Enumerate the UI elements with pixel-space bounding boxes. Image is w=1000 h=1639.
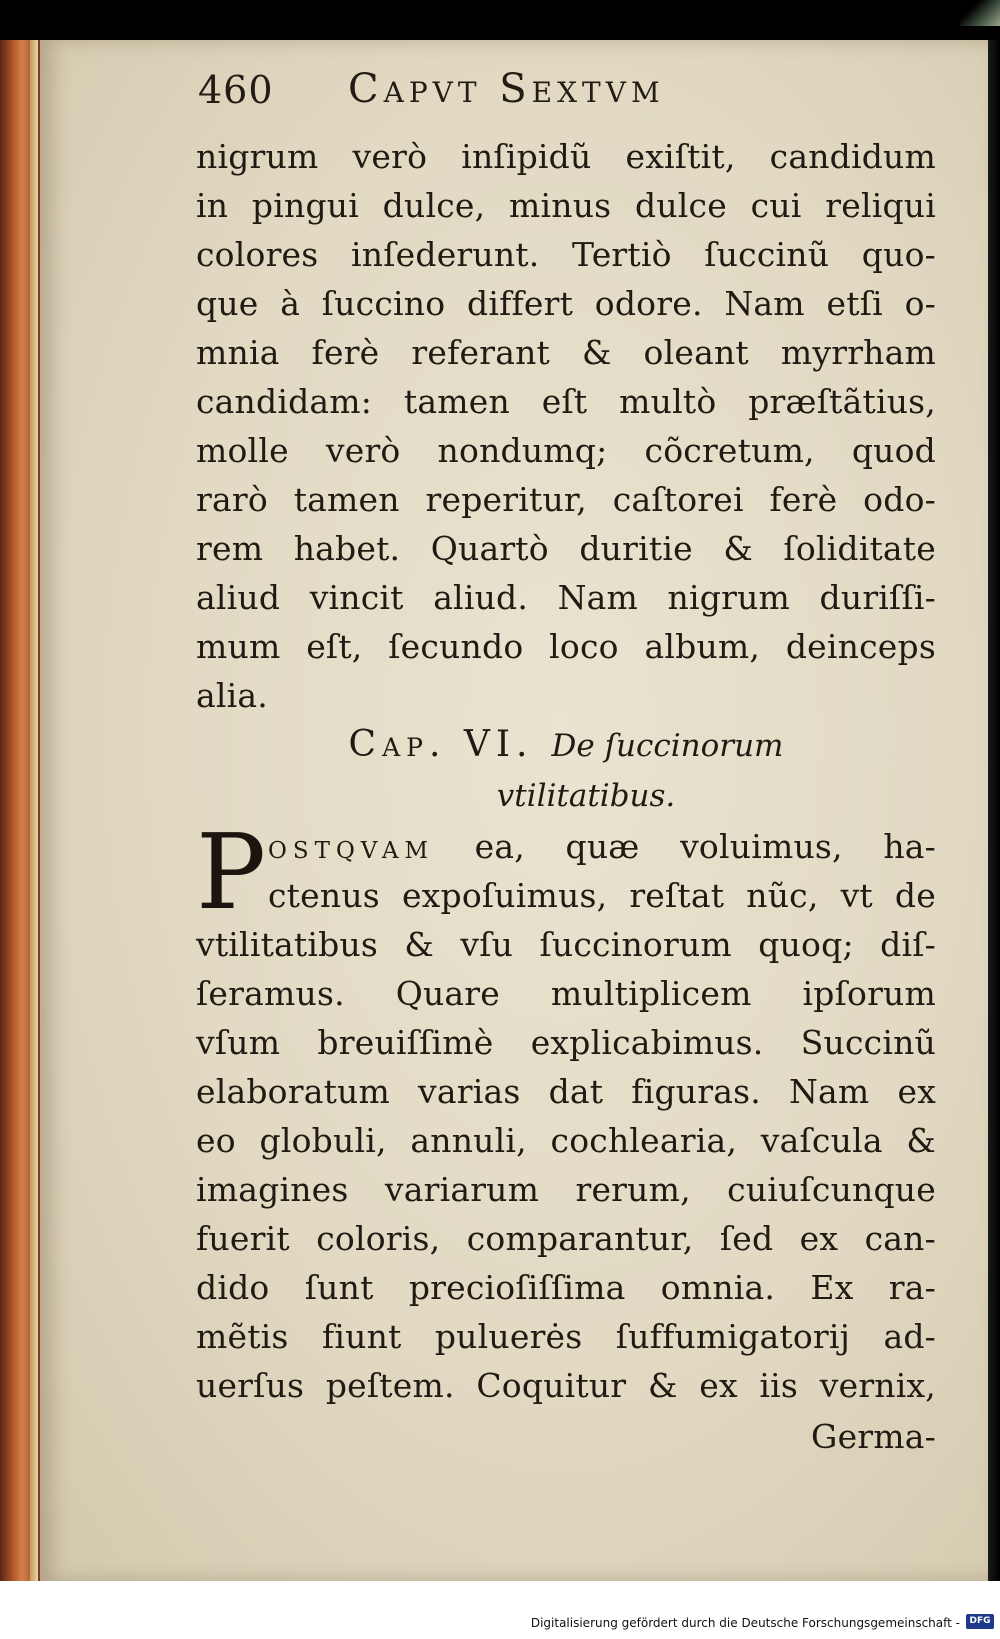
opening-small-caps: ostqvam — [268, 827, 435, 866]
text-line: dido ſunt precioſiſſima omnia. Ex ra- — [196, 1268, 936, 1307]
scan-corner — [960, 0, 1000, 26]
text-block-2 — [196, 920, 936, 1410]
scanned-page — [0, 40, 1000, 1581]
chapter-title-line-2: vtilitatibus. — [496, 778, 676, 814]
footer-bar — [0, 1581, 1000, 1639]
opening-line-rest: ea, quæ voluimus, ha- — [434, 827, 936, 866]
text-line: candidam: tamen eſt multò præſtãtius, — [196, 382, 936, 421]
text-line: mnia ferè referant & oleant myrrham — [196, 333, 936, 372]
text-line: vtilitatibus & vſu ſuccinorum quoq; diſ- — [196, 925, 936, 964]
funding-credit: Digitalisierung gefördert durch die Deutsche Forschungsgemeinschaft - — [530, 1616, 960, 1630]
text-line: uerſus peſtem. Coquitur & ex iis vernix, — [196, 1366, 936, 1405]
text-line: molle verò nondumq; cõcretum, quod — [196, 431, 936, 470]
text-line: in pingui dulce, minus dulce cui reliqui — [196, 186, 936, 225]
page-edge — [988, 40, 1000, 1581]
dfg-logo: DFG — [966, 1614, 994, 1629]
page-number: 460 — [198, 68, 274, 112]
text-line: elaboratum varias dat figuras. Nam ex — [196, 1072, 936, 1111]
text-block-1 — [196, 132, 936, 720]
catchword: Germa- — [811, 1417, 936, 1456]
text-line: que à ſuccino differt odore. Nam etſi o- — [196, 284, 936, 323]
text-line: nigrum verò inſipidũ exiſtit, candidum — [196, 137, 936, 176]
page-header — [198, 66, 798, 126]
text-line: ſeramus. Quare multiplicem ipſorum — [196, 974, 936, 1013]
text-line: mẽtis fiunt puluerės ſuffumigatorij ad- — [196, 1317, 936, 1356]
text-line: imagines variarum rerum, cuiuſcunque — [196, 1170, 936, 1209]
text-line: alia. — [196, 676, 268, 715]
running-head: Capvt Sextvm — [348, 66, 665, 112]
text-line: mum eſt, ſecundo loco album, deinceps — [196, 627, 936, 666]
text-line: fuerit coloris, comparantur, ſed ex can- — [196, 1219, 936, 1258]
text-line: aliud vincit aliud. Nam nigrum duriſſi- — [196, 578, 936, 617]
top-border — [0, 0, 1000, 40]
text-line: colores inſederunt. Tertiò ſuccinũ quo- — [196, 235, 936, 274]
drop-cap: P — [196, 811, 266, 933]
page-text — [196, 132, 936, 1461]
chapter-heading — [196, 720, 936, 770]
text-line: eo globuli, annuli, cochlearia, vaſcula & — [196, 1121, 936, 1160]
book-spine — [0, 40, 40, 1581]
text-line — [196, 822, 936, 871]
text-line: vſum breuiſſimè explicabimus. Succinũ — [196, 1023, 936, 1062]
chapter-title-line-1: De ſuccinorum — [551, 728, 784, 764]
chapter-label: Cap. VI. — [348, 724, 534, 765]
text-line: rarò tamen reperitur, caſtorei ferè odo- — [196, 480, 936, 519]
opening-paragraph — [196, 811, 936, 933]
text-line: rem habet. Quartò duritie & ſoliditate — [196, 529, 936, 568]
text-line: ctenus expoſuimus, reſtat nũc, vt de — [268, 876, 936, 915]
